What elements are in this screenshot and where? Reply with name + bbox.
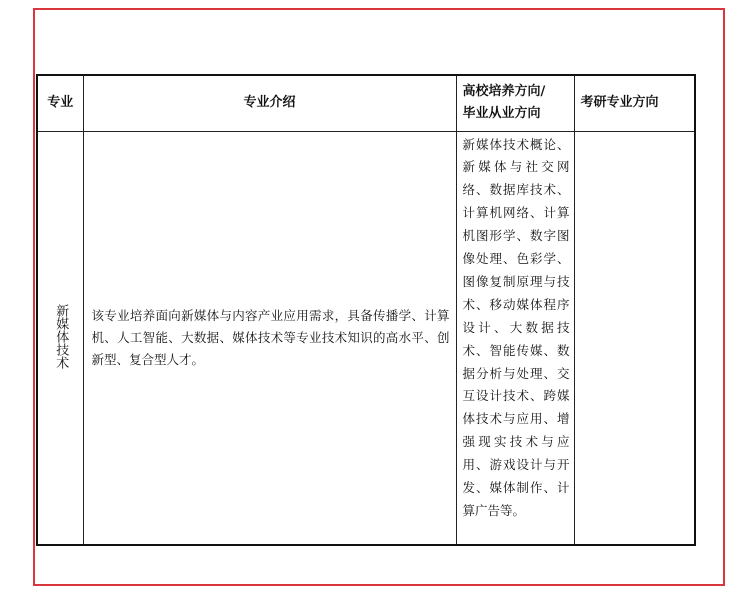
header-career-line1: 高校培养方向/: [462, 84, 546, 100]
major-name: 新媒体技术: [53, 303, 69, 369]
table-row: [37, 131, 695, 545]
header-intro: 专业介绍: [83, 75, 456, 131]
header-career: [456, 75, 574, 131]
table-header-row: [37, 75, 695, 131]
cell-intro: 该专业培养面向新媒体与内容产业应用需求，具备传播学、计算机、人工智能、大数据、媒体技术等专业技术知识的高水平、创新型、复合型人才。: [83, 131, 456, 545]
header-major: 专业: [37, 75, 83, 131]
major-info-table: [36, 74, 696, 546]
cell-major: [37, 131, 83, 545]
header-graduate: 考研专业方向: [574, 75, 695, 131]
cell-career: 新媒体技术概论、新媒体与社交网络、数据库技术、计算机网络、计算机图形学、数字图像处理、色彩学、图像复制原理与技术、移动媒体程序设计、大数据技术、智能传媒、数据分析与处理、交互设计技术、跨媒体技术与应用、增强现实技术与应用、游戏设计与开发、媒体制作、计算广告等。: [456, 131, 574, 545]
header-career-line2: 毕业从业方向: [462, 106, 541, 122]
cell-graduate: [574, 131, 695, 545]
